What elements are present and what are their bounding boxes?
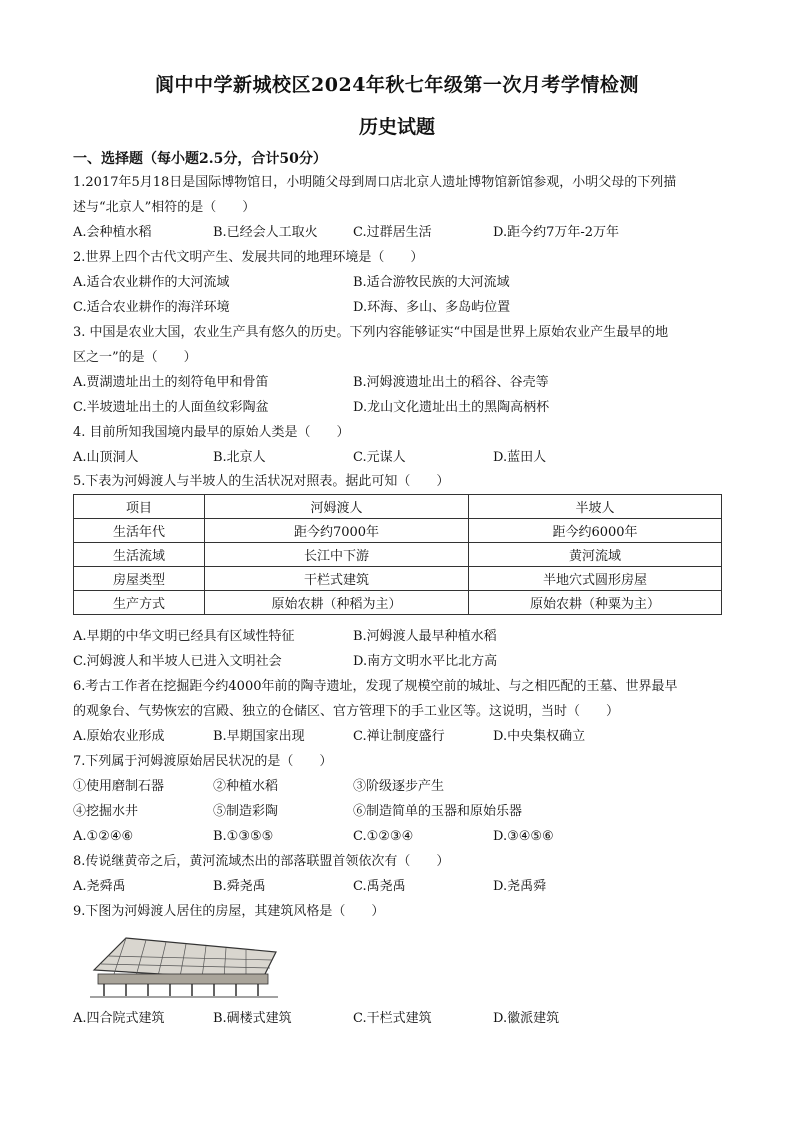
- table-cell: 半地穴式圆形房屋: [469, 567, 722, 591]
- q2-option-a: A.适合农业耕作的大河流域: [73, 275, 230, 290]
- q3-option-b: B.河姆渡遗址出土的稻谷、谷壳等: [353, 375, 549, 390]
- table-cell: 距今约6000年: [469, 519, 722, 543]
- q5-option-c: C.河姆渡人和半坡人已进入文明社会: [73, 654, 282, 669]
- q2-option-b: B.适合游牧民族的大河流域: [353, 275, 510, 290]
- q4-option-d: D.蓝田人: [493, 450, 547, 465]
- q5-option-d: D.南方文明水平比北方高: [353, 654, 498, 669]
- table-header-cell: 项目: [74, 495, 205, 519]
- table-cell: 黄河流域: [469, 543, 722, 567]
- q3-option-c: C.半坡遗址出土的人面鱼纹彩陶盆: [73, 400, 269, 415]
- q4-option-c: C.元谋人: [353, 450, 406, 465]
- exam-title: 阆中中学新城校区2024年秋七年级第一次月考学情检测: [155, 74, 639, 96]
- question-6-stem: 6.考古工作者在挖掘距今约4000年前的陶寺遗址，发现了规模空前的城址、与之相匹配的王墓、世界最早: [73, 679, 678, 694]
- table-header-cell: 半坡人: [469, 495, 722, 519]
- q3-option-a: A.贾湖遗址出土的刻符龟甲和骨笛: [73, 375, 269, 390]
- q6-option-a: A.原始农业形成: [73, 729, 165, 744]
- q7-option-a: A.①②④⑥: [73, 829, 134, 844]
- question-1-stem-cont: 述与“北京人”相符的是（ ）: [73, 200, 256, 215]
- table-cell: 房屋类型: [74, 567, 205, 591]
- comparison-table: [73, 494, 722, 615]
- stilt-house-icon: [86, 930, 282, 1000]
- table-row: [74, 519, 722, 543]
- q8-option-c: C.禹尧禹: [353, 879, 406, 894]
- table-cell: 生活流域: [74, 543, 205, 567]
- q1-option-b: B.已经会人工取火: [213, 225, 318, 240]
- question-3-stem: 3. 中国是农业大国，农业生产具有悠久的历史。下列内容能够证实“中国是世界上原始农业产生最早的地: [73, 325, 669, 340]
- q9-option-c: C.干栏式建筑: [353, 1011, 432, 1026]
- q8-option-a: A.尧舜禹: [73, 879, 126, 894]
- question-2-stem: 2.世界上四个古代文明产生、发展共同的地理环境是（ ）: [73, 250, 424, 265]
- q8-option-d: D.尧禹舜: [493, 879, 547, 894]
- q4-option-a: A.山顶洞人: [73, 450, 139, 465]
- q7-option-d: D.③④⑤⑥: [493, 829, 554, 844]
- table-row: [74, 591, 722, 615]
- q5-option-b: B.河姆渡人最早种植水稻: [353, 629, 497, 644]
- table-cell: 长江中下游: [205, 543, 469, 567]
- question-3-stem-cont: 区之一”的是（ ）: [73, 350, 197, 365]
- table-row: [74, 543, 722, 567]
- table-cell: 原始农耕（种粟为主）: [469, 591, 722, 615]
- q9-option-d: D.徽派建筑: [493, 1011, 560, 1026]
- question-5-stem: 5.下表为河姆渡人与半坡人的生活状况对照表。据此可知（ ）: [73, 474, 450, 489]
- question-7-stem: 7.下列属于河姆渡原始居民状况的是（ ）: [73, 754, 333, 769]
- q3-option-d: D.龙山文化遗址出土的黑陶高柄杯: [353, 400, 550, 415]
- q1-option-c: C.过群居生活: [353, 225, 432, 240]
- q7-item: ③阶级逐步产生: [353, 779, 445, 794]
- q1-option-a: A.会种植水稻: [73, 225, 152, 240]
- table-row: [74, 567, 722, 591]
- q6-option-b: B.早期国家出现: [213, 729, 305, 744]
- question-6-stem-cont: 的观象台、气势恢宏的宫殿、独立的仓储区、官方管理下的手工业区等。这说明，当时（ ）: [73, 704, 620, 719]
- question-9-stem: 9.下图为河姆渡人居住的房屋，其建筑风格是（ ）: [73, 904, 385, 919]
- table-header-cell: 河姆渡人: [205, 495, 469, 519]
- q1-option-d: D.距今约7万年-2万年: [493, 225, 620, 240]
- q5-option-a: A.早期的中华文明已经具有区域性特征: [73, 629, 295, 644]
- question-4-stem: 4. 目前所知我国境内最早的原始人类是（ ）: [73, 425, 350, 440]
- table-cell: 生活年代: [74, 519, 205, 543]
- q7-item: ②种植水稻: [213, 779, 279, 794]
- table-cell: 原始农耕（种稻为主）: [205, 591, 469, 615]
- question-8-stem: 8.传说继黄帝之后，黄河流域杰出的部落联盟首领依次有（ ）: [73, 854, 450, 869]
- q9-option-b: B.碉楼式建筑: [213, 1011, 292, 1026]
- exam-subtitle: 历史试题: [358, 116, 435, 138]
- q6-option-c: C.禅让制度盛行: [353, 729, 445, 744]
- q7-item: ⑥制造简单的玉器和原始乐器: [353, 804, 523, 819]
- q7-item: ④挖掘水井: [73, 804, 139, 819]
- table-cell: 生产方式: [74, 591, 205, 615]
- q8-option-b: B.舜尧禹: [213, 879, 266, 894]
- q7-option-c: C.①②③④: [353, 829, 414, 844]
- q2-option-d: D.环海、多山、多岛屿位置: [353, 300, 511, 315]
- q7-item: ①使用磨制石器: [73, 779, 165, 794]
- table-header-row: [74, 495, 722, 519]
- section-heading: 一、选择题（每小题2.5分，合计50分）: [73, 151, 327, 167]
- question-1-stem: 1.2017年5月18日是国际博物馆日，小明随父母到周口店北京人遗址博物馆新馆参观，小明父母的下列描: [73, 175, 677, 190]
- q7-option-b: B.①③⑤⑤: [213, 829, 274, 844]
- q2-option-c: C.适合农业耕作的海洋环境: [73, 300, 230, 315]
- table-cell: 距今约7000年: [205, 519, 469, 543]
- table-cell: 干栏式建筑: [205, 567, 469, 591]
- q7-item: ⑤制造彩陶: [213, 804, 279, 819]
- q9-option-a: A.四合院式建筑: [73, 1011, 165, 1026]
- q6-option-d: D.中央集权确立: [493, 729, 586, 744]
- q4-option-b: B.北京人: [213, 450, 266, 465]
